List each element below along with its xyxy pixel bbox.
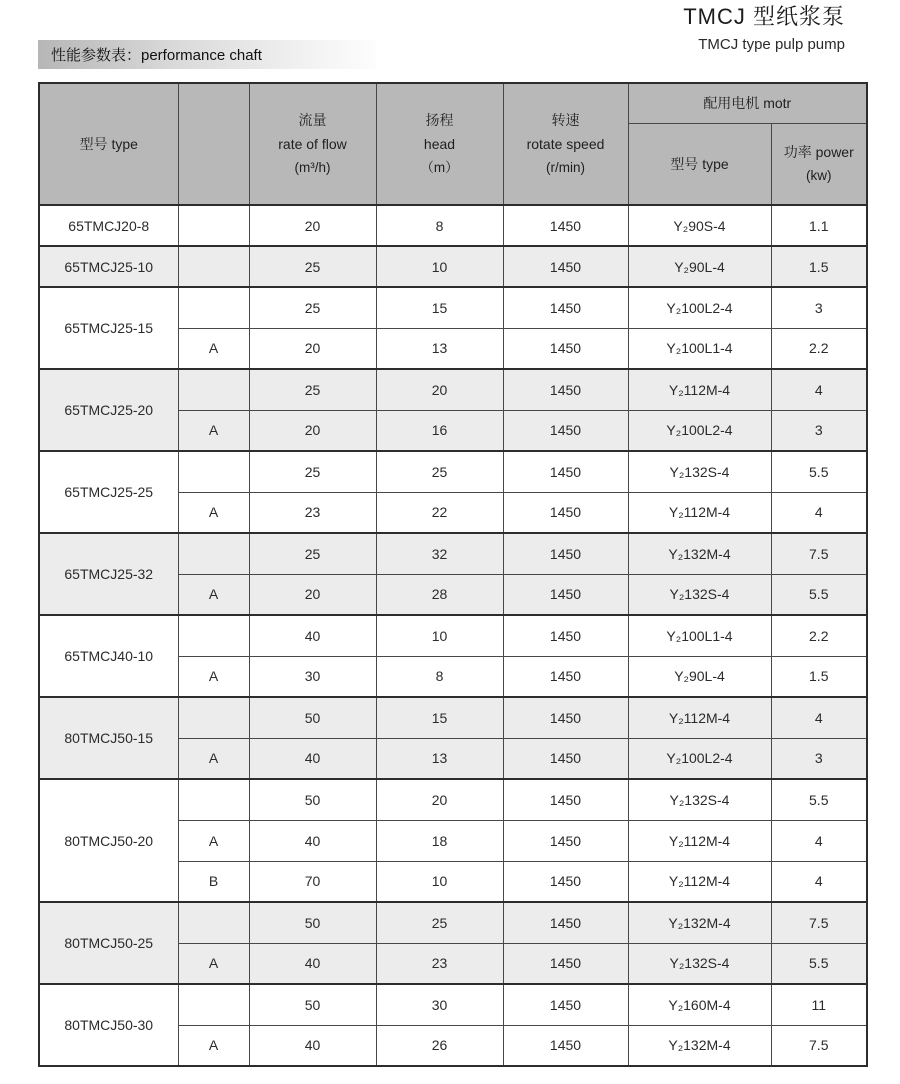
power-cell: 4 <box>771 820 867 861</box>
model-cell: 65TMCJ40-10 <box>39 615 178 697</box>
table-row <box>39 615 867 656</box>
speed-cell: 1450 <box>503 574 628 615</box>
head-cell: 15 <box>376 287 503 328</box>
variant-cell: A <box>178 820 249 861</box>
flow-cell: 50 <box>249 779 376 820</box>
speed-cell: 1450 <box>503 533 628 574</box>
col-header-motor-power <box>771 123 867 205</box>
head-cell: 10 <box>376 246 503 287</box>
model-cell: 65TMCJ25-25 <box>39 451 178 533</box>
motor-model-cell: Y₂132M-4 <box>628 533 771 574</box>
speed-header-unit: (r/min) <box>546 160 585 175</box>
power-cell: 4 <box>771 369 867 410</box>
head-header-en: head <box>423 136 456 152</box>
model-cell: 65TMCJ25-20 <box>39 369 178 451</box>
col-header-variant <box>178 83 249 205</box>
flow-cell: 40 <box>249 738 376 779</box>
flow-cell: 20 <box>249 410 376 451</box>
flow-cell: 25 <box>249 451 376 492</box>
head-cell: 10 <box>376 861 503 902</box>
head-cell: 8 <box>376 656 503 697</box>
flow-cell: 50 <box>249 984 376 1025</box>
motor-model-cell: Y₂132M-4 <box>628 1025 771 1066</box>
power-cell: 5.5 <box>771 451 867 492</box>
variant-cell: A <box>178 492 249 533</box>
power-cell: 5.5 <box>771 779 867 820</box>
section-label: 性能参数表：performance chaft <box>51 47 262 64</box>
power-cell: 1.5 <box>771 246 867 287</box>
power-cell: 1.1 <box>771 205 867 246</box>
power-cell: 7.5 <box>771 902 867 943</box>
flow-cell: 50 <box>249 902 376 943</box>
motor-model-cell: Y₂100L1-4 <box>628 328 771 369</box>
flow-cell: 20 <box>249 328 376 369</box>
speed-header-en: rotate speed <box>526 136 605 152</box>
speed-cell: 1450 <box>503 410 628 451</box>
head-cell: 23 <box>376 943 503 984</box>
table-row <box>39 902 867 943</box>
col-header-speed <box>503 83 628 205</box>
variant-cell <box>178 984 249 1025</box>
table-header <box>39 83 867 205</box>
col-header-motor-model: 型号 type <box>628 123 771 205</box>
motor-model-cell: Y₂100L2-4 <box>628 410 771 451</box>
variant-cell: B <box>178 861 249 902</box>
motor-model-cell: Y₂112M-4 <box>628 861 771 902</box>
model-cell: 80TMCJ50-25 <box>39 902 178 984</box>
motor-model-cell: Y₂132S-4 <box>628 574 771 615</box>
model-cell: 80TMCJ50-20 <box>39 779 178 902</box>
page-title-english: TMCJ type pulp pump <box>698 36 845 53</box>
col-header-motor-group: 配用电机 motr <box>628 83 867 123</box>
flow-cell: 23 <box>249 492 376 533</box>
power-cell: 5.5 <box>771 943 867 984</box>
head-cell: 32 <box>376 533 503 574</box>
section-label-bar <box>38 40 376 69</box>
table-row <box>39 246 867 287</box>
variant-cell <box>178 287 249 328</box>
speed-cell: 1450 <box>503 246 628 287</box>
flow-cell: 25 <box>249 533 376 574</box>
variant-cell <box>178 902 249 943</box>
head-cell: 28 <box>376 574 503 615</box>
variant-cell <box>178 697 249 738</box>
flow-header-en: rate of flow <box>278 136 347 152</box>
speed-header-cn: 转速 <box>551 112 580 128</box>
power-cell: 7.5 <box>771 1025 867 1066</box>
power-cell: 1.5 <box>771 656 867 697</box>
motor-model-cell: Y₂100L2-4 <box>628 738 771 779</box>
motor-model-cell: Y₂132M-4 <box>628 902 771 943</box>
head-cell: 8 <box>376 205 503 246</box>
page-titles <box>683 3 845 56</box>
table-row <box>39 984 867 1025</box>
motor-model-cell: Y₂112M-4 <box>628 820 771 861</box>
speed-cell: 1450 <box>503 615 628 656</box>
head-cell: 18 <box>376 820 503 861</box>
flow-cell: 70 <box>249 861 376 902</box>
speed-cell: 1450 <box>503 984 628 1025</box>
flow-cell: 25 <box>249 369 376 410</box>
speed-cell: 1450 <box>503 943 628 984</box>
motor-model-cell: Y₂112M-4 <box>628 492 771 533</box>
speed-cell: 1450 <box>503 656 628 697</box>
head-cell: 30 <box>376 984 503 1025</box>
motor-model-cell: Y₂112M-4 <box>628 369 771 410</box>
power-cell: 4 <box>771 492 867 533</box>
head-header-unit: （m） <box>420 160 459 175</box>
flow-cell: 25 <box>249 287 376 328</box>
table-body <box>39 205 867 1066</box>
power-header-cn: 功率 power <box>783 143 854 160</box>
motor-model-cell: Y₂90S-4 <box>628 205 771 246</box>
head-cell: 15 <box>376 697 503 738</box>
model-cell: 65TMCJ25-32 <box>39 533 178 615</box>
head-cell: 16 <box>376 410 503 451</box>
variant-cell: A <box>178 656 249 697</box>
variant-cell: A <box>178 738 249 779</box>
speed-cell: 1450 <box>503 738 628 779</box>
speed-cell: 1450 <box>503 902 628 943</box>
model-cell: 80TMCJ50-30 <box>39 984 178 1066</box>
head-cell: 25 <box>376 902 503 943</box>
head-cell: 25 <box>376 451 503 492</box>
head-cell: 13 <box>376 738 503 779</box>
variant-cell <box>178 205 249 246</box>
speed-cell: 1450 <box>503 451 628 492</box>
power-cell: 2.2 <box>771 615 867 656</box>
table-row <box>39 779 867 820</box>
flow-cell: 20 <box>249 205 376 246</box>
flow-header-unit: (m³/h) <box>294 160 331 175</box>
speed-cell: 1450 <box>503 820 628 861</box>
flow-cell: 50 <box>249 697 376 738</box>
col-header-flow <box>249 83 376 205</box>
variant-cell <box>178 615 249 656</box>
speed-cell: 1450 <box>503 328 628 369</box>
col-header-model: 型号 type <box>39 83 178 205</box>
table-row <box>39 287 867 328</box>
power-cell: 3 <box>771 287 867 328</box>
head-cell: 13 <box>376 328 503 369</box>
col-header-head <box>376 83 503 205</box>
table-row <box>39 369 867 410</box>
head-cell: 26 <box>376 1025 503 1066</box>
motor-model-cell: Y₂90L-4 <box>628 656 771 697</box>
variant-cell <box>178 451 249 492</box>
power-cell: 4 <box>771 861 867 902</box>
power-cell: 3 <box>771 410 867 451</box>
page-title-chinese: TMCJ 型纸浆泵 <box>683 4 845 29</box>
variant-cell: A <box>178 328 249 369</box>
power-cell: 4 <box>771 697 867 738</box>
speed-cell: 1450 <box>503 369 628 410</box>
head-cell: 20 <box>376 369 503 410</box>
head-cell: 22 <box>376 492 503 533</box>
head-cell: 10 <box>376 615 503 656</box>
speed-cell: 1450 <box>503 1025 628 1066</box>
power-header-unit: (kw) <box>806 167 832 183</box>
power-cell: 3 <box>771 738 867 779</box>
head-header-cn: 扬程 <box>425 112 454 128</box>
variant-cell: A <box>178 410 249 451</box>
variant-cell: A <box>178 943 249 984</box>
power-cell: 2.2 <box>771 328 867 369</box>
model-cell: 80TMCJ50-15 <box>39 697 178 779</box>
performance-table <box>38 82 868 1067</box>
variant-cell <box>178 246 249 287</box>
flow-cell: 20 <box>249 574 376 615</box>
variant-cell: A <box>178 574 249 615</box>
model-cell: 65TMCJ25-15 <box>39 287 178 369</box>
variant-cell: A <box>178 1025 249 1066</box>
model-cell: 65TMCJ20-8 <box>39 205 178 246</box>
power-cell: 7.5 <box>771 533 867 574</box>
motor-model-cell: Y₂132S-4 <box>628 451 771 492</box>
flow-cell: 40 <box>249 615 376 656</box>
variant-cell <box>178 779 249 820</box>
flow-cell: 40 <box>249 943 376 984</box>
motor-model-cell: Y₂132S-4 <box>628 943 771 984</box>
flow-cell: 40 <box>249 820 376 861</box>
table-row <box>39 205 867 246</box>
table-row <box>39 697 867 738</box>
table-row <box>39 451 867 492</box>
power-cell: 11 <box>771 984 867 1025</box>
speed-cell: 1450 <box>503 205 628 246</box>
variant-cell <box>178 533 249 574</box>
speed-cell: 1450 <box>503 779 628 820</box>
motor-model-cell: Y₂100L2-4 <box>628 287 771 328</box>
speed-cell: 1450 <box>503 492 628 533</box>
motor-model-cell: Y₂160M-4 <box>628 984 771 1025</box>
motor-model-cell: Y₂132S-4 <box>628 779 771 820</box>
speed-cell: 1450 <box>503 861 628 902</box>
flow-header-cn: 流量 <box>298 112 327 128</box>
flow-cell: 25 <box>249 246 376 287</box>
motor-model-cell: Y₂90L-4 <box>628 246 771 287</box>
head-cell: 20 <box>376 779 503 820</box>
variant-cell <box>178 369 249 410</box>
motor-model-cell: Y₂112M-4 <box>628 697 771 738</box>
flow-cell: 40 <box>249 1025 376 1066</box>
power-cell: 5.5 <box>771 574 867 615</box>
speed-cell: 1450 <box>503 287 628 328</box>
table-row <box>39 533 867 574</box>
speed-cell: 1450 <box>503 697 628 738</box>
flow-cell: 30 <box>249 656 376 697</box>
motor-model-cell: Y₂100L1-4 <box>628 615 771 656</box>
model-cell: 65TMCJ25-10 <box>39 246 178 287</box>
